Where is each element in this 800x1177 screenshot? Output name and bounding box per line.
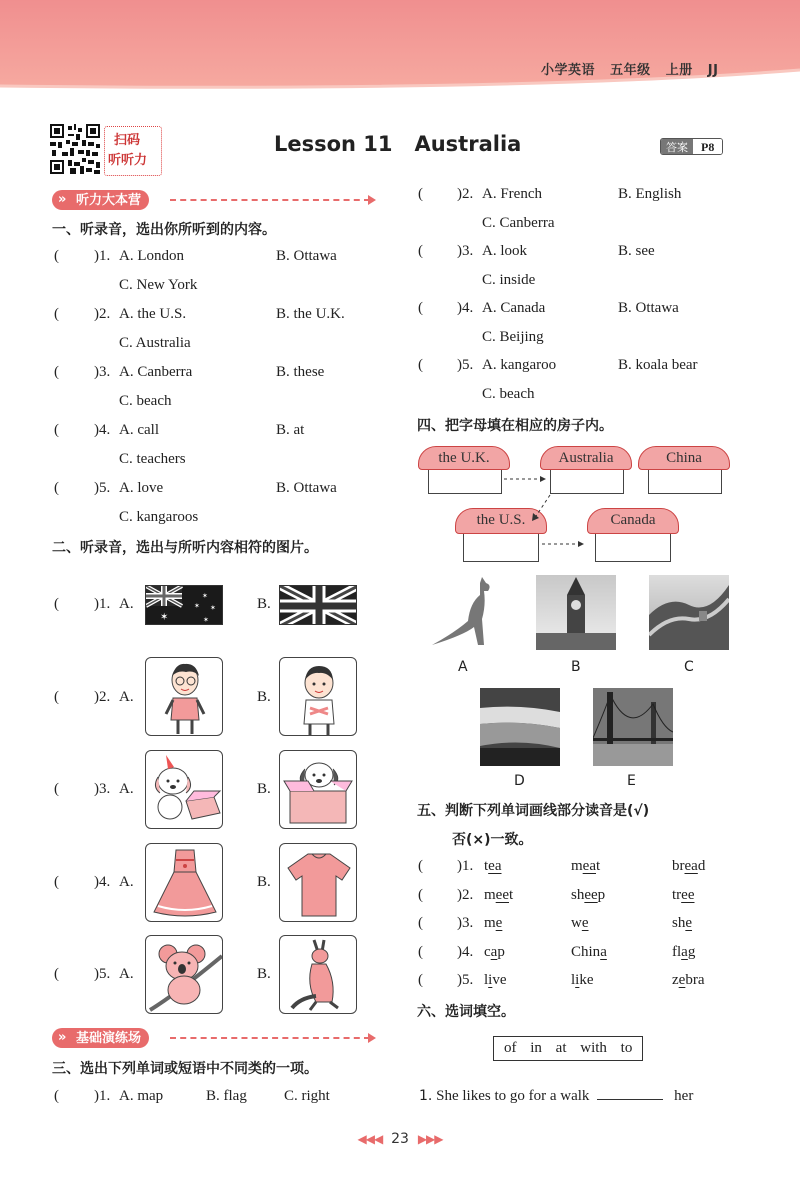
word-suffix: d bbox=[697, 858, 706, 874]
word-underlined-part: ee bbox=[681, 887, 695, 903]
question-number: )3. bbox=[94, 364, 111, 380]
word-suffix: t bbox=[509, 887, 514, 903]
word-underlined-part: ee bbox=[584, 887, 598, 903]
option-c[interactable]: C. Beijing bbox=[482, 329, 544, 345]
word-prefix: m bbox=[484, 887, 496, 903]
dog-beside-box-picture[interactable] bbox=[145, 750, 223, 829]
photo-d-niagara-falls[interactable] bbox=[480, 688, 560, 766]
option-a-label[interactable]: A. bbox=[119, 874, 134, 890]
header-band bbox=[0, 0, 800, 95]
question-number: )4. bbox=[94, 422, 111, 438]
answer-paren[interactable]: ( bbox=[54, 306, 59, 322]
answer-paren[interactable]: ( bbox=[418, 357, 423, 373]
photo-c-great-wall[interactable] bbox=[649, 575, 729, 650]
underlined-word bbox=[672, 887, 695, 904]
word-underlined-part: a bbox=[681, 944, 688, 960]
svg-text:✶: ✶ bbox=[202, 592, 208, 600]
double-chevron-icon: » bbox=[58, 192, 67, 207]
word-suffix: ke bbox=[579, 972, 594, 988]
option-c[interactable]: C. beach bbox=[119, 393, 172, 409]
question-number: )1. bbox=[94, 1088, 111, 1104]
word-prefix: Chin bbox=[571, 944, 601, 960]
question-number: )4. bbox=[457, 300, 474, 316]
answer-paren[interactable]: ( bbox=[418, 243, 423, 259]
question-number: )5. bbox=[457, 357, 474, 373]
answer-badge-label: 答案 bbox=[661, 139, 693, 154]
header-volume: 上册 bbox=[665, 63, 693, 78]
question-tail: her bbox=[674, 1088, 694, 1104]
page-number: 23 bbox=[391, 1131, 409, 1147]
lesson-number: Lesson 11 bbox=[274, 132, 393, 156]
question-number: 1. bbox=[419, 1088, 433, 1104]
house-canada-label: Canada bbox=[587, 508, 679, 534]
option-b[interactable]: B. see bbox=[618, 243, 655, 259]
part1-heading: 一、听录音，选出你所听到的内容。 bbox=[52, 222, 276, 238]
kangaroo-picture[interactable] bbox=[279, 935, 357, 1014]
dog-beside-box-icon bbox=[146, 751, 223, 829]
section-divider-dash bbox=[170, 1037, 370, 1039]
kangaroo-icon bbox=[280, 936, 357, 1014]
qr-caption-line2: 听听力 bbox=[108, 153, 148, 168]
option-b[interactable]: B. English bbox=[618, 186, 682, 202]
word-prefix: m bbox=[484, 915, 496, 931]
option-c[interactable]: C. New York bbox=[119, 277, 198, 293]
option-b[interactable]: B. flag bbox=[206, 1088, 247, 1104]
word-underlined-part: i bbox=[488, 972, 493, 988]
girl-picture[interactable] bbox=[145, 657, 223, 736]
next-page-arrows-icon: ▶▶▶ bbox=[417, 1132, 443, 1146]
svg-text:✶: ✶ bbox=[194, 602, 200, 610]
answer-blank-input[interactable] bbox=[597, 1086, 663, 1100]
australia-flag-icon bbox=[146, 586, 223, 625]
koala-picture[interactable] bbox=[145, 935, 223, 1014]
word-underlined-part: ea bbox=[684, 858, 698, 874]
answer-paren[interactable]: ( bbox=[54, 596, 59, 612]
question-number: )3. bbox=[457, 243, 474, 259]
house-connector-arrows bbox=[400, 440, 780, 570]
qr-code-icon[interactable] bbox=[50, 124, 100, 174]
question-number: )3. bbox=[457, 915, 474, 931]
photo-b-label: B bbox=[571, 659, 581, 675]
option-a[interactable]: A. call bbox=[119, 422, 159, 438]
option-a[interactable]: A. the U.S. bbox=[119, 306, 187, 322]
underlined-word bbox=[672, 944, 695, 961]
underlined-word bbox=[484, 944, 505, 961]
word-prefix: sh bbox=[571, 887, 585, 903]
lesson-name: Australia bbox=[414, 132, 522, 156]
option-b[interactable]: B. the U.K. bbox=[276, 306, 345, 322]
photo-a-kangaroo[interactable] bbox=[424, 575, 504, 650]
question-number: )4. bbox=[457, 944, 474, 960]
great-wall-icon bbox=[649, 575, 729, 650]
option-c[interactable]: C. inside bbox=[482, 272, 536, 288]
answer-paren[interactable]: ( bbox=[54, 689, 59, 705]
word-prefix: t bbox=[484, 858, 489, 874]
answer-paren[interactable]: ( bbox=[54, 480, 59, 496]
underlined-word bbox=[672, 915, 692, 932]
option-a[interactable]: A. look bbox=[482, 243, 527, 259]
option-a[interactable]: A. kangaroo bbox=[482, 357, 557, 373]
photo-b-big-ben[interactable] bbox=[536, 575, 616, 650]
part5-heading-line1: 五、判断下列单词画线部分读音是(√) bbox=[417, 803, 650, 819]
word-prefix: l bbox=[571, 972, 576, 988]
house-australia-label: Australia bbox=[540, 446, 632, 470]
option-c[interactable]: C. Australia bbox=[119, 335, 191, 351]
house-us-label: the U.S. bbox=[455, 508, 547, 534]
option-a-label[interactable]: A. bbox=[119, 689, 134, 705]
header-info bbox=[541, 59, 718, 78]
dog-in-box-picture[interactable] bbox=[279, 750, 357, 829]
answer-badge-page: P8 bbox=[693, 139, 722, 154]
underlined-word bbox=[672, 972, 705, 989]
page-title bbox=[274, 132, 521, 156]
option-a-label[interactable]: A. bbox=[119, 596, 134, 612]
uk-flag-icon bbox=[280, 586, 357, 625]
word-prefix: fl bbox=[672, 944, 682, 960]
uk-flag-picture[interactable] bbox=[279, 585, 357, 625]
word-prefix: w bbox=[571, 915, 582, 931]
option-a-label[interactable]: A. bbox=[119, 781, 134, 797]
waterfall-icon bbox=[480, 688, 560, 766]
answer-paren[interactable]: ( bbox=[54, 874, 59, 890]
option-a[interactable]: A. London bbox=[119, 248, 184, 264]
option-b[interactable]: B. Ottawa bbox=[618, 300, 679, 316]
dress-picture[interactable] bbox=[145, 843, 223, 922]
option-b-label[interactable]: B. bbox=[257, 689, 271, 705]
photo-e-label: E bbox=[627, 773, 636, 789]
answer-paren[interactable]: ( bbox=[54, 781, 59, 797]
option-a-label[interactable]: A. bbox=[119, 966, 134, 982]
part2-heading: 二、听录音，选出与所听内容相符的图片。 bbox=[52, 540, 318, 556]
question-number: )4. bbox=[94, 874, 111, 890]
answer-paren[interactable]: ( bbox=[418, 972, 423, 988]
word-underlined-part: ea bbox=[488, 858, 502, 874]
question-number: )5. bbox=[94, 480, 111, 496]
answer-paren[interactable]: ( bbox=[418, 300, 423, 316]
option-c[interactable]: C. Canberra bbox=[482, 215, 555, 231]
underlined-word bbox=[571, 858, 600, 875]
option-b-label[interactable]: B. bbox=[257, 781, 271, 797]
word-prefix: c bbox=[484, 944, 491, 960]
divider-arrow-icon bbox=[368, 195, 376, 205]
underlined-word bbox=[484, 915, 502, 932]
part4-heading: 四、把字母填在相应的房子内。 bbox=[417, 418, 613, 434]
question-number: )1. bbox=[94, 248, 111, 264]
word-underlined-part: a bbox=[490, 944, 498, 960]
divider-arrow-icon bbox=[368, 1033, 376, 1043]
word-underlined-part: a bbox=[600, 944, 607, 960]
header-grade: 五年级 bbox=[610, 63, 651, 78]
word-suffix: p bbox=[597, 887, 606, 903]
word-underlined-part: e bbox=[495, 915, 503, 931]
word-suffix: p bbox=[497, 944, 505, 960]
section-divider-dash bbox=[170, 199, 370, 201]
house-china-label: China bbox=[638, 446, 730, 470]
underlined-word bbox=[571, 944, 607, 961]
question-number: )5. bbox=[94, 966, 111, 982]
question-number: )2. bbox=[94, 306, 111, 322]
boy-icon bbox=[280, 658, 357, 736]
question-number: )1. bbox=[94, 596, 111, 612]
photo-c-label: C bbox=[684, 659, 694, 675]
answer-paren[interactable]: ( bbox=[418, 186, 423, 202]
answer-paren[interactable]: ( bbox=[54, 364, 59, 380]
option-c[interactable]: C. teachers bbox=[119, 451, 186, 467]
option-b[interactable]: B. Ottawa bbox=[276, 248, 337, 264]
photo-d-label: D bbox=[514, 773, 525, 789]
header-edition: JJ bbox=[707, 63, 719, 78]
word-bank-box: of in at with to bbox=[493, 1036, 643, 1061]
option-b-label[interactable]: B. bbox=[257, 596, 271, 612]
word-suffix: g bbox=[687, 944, 696, 960]
answer-paren[interactable]: ( bbox=[54, 248, 59, 264]
option-a[interactable]: A. map bbox=[119, 1088, 164, 1104]
underlined-word bbox=[571, 915, 589, 932]
underlined-word bbox=[571, 972, 594, 989]
question-number: )5. bbox=[457, 972, 474, 988]
option-a[interactable]: A. French bbox=[482, 186, 542, 202]
answer-paren[interactable]: ( bbox=[418, 944, 423, 960]
option-a[interactable]: A. Canada bbox=[482, 300, 546, 316]
word-suffix: bra bbox=[685, 972, 705, 988]
word-prefix: br bbox=[672, 858, 685, 874]
t-shirt-icon bbox=[280, 844, 357, 922]
option-c[interactable]: C. kangaroos bbox=[119, 509, 199, 525]
section-basic-practice: » 基础演练场 bbox=[52, 1028, 149, 1048]
answer-paren[interactable]: ( bbox=[418, 915, 423, 931]
option-c[interactable]: C. beach bbox=[482, 386, 535, 402]
answer-paren[interactable]: ( bbox=[418, 858, 423, 874]
question-number: )2. bbox=[457, 186, 474, 202]
underlined-word bbox=[484, 887, 513, 904]
underlined-word bbox=[571, 887, 605, 904]
part5-heading-line2: 否(×)一致。 bbox=[452, 832, 533, 848]
word-underlined-part: i bbox=[575, 972, 580, 988]
part3-heading: 三、选出下列单词或短语中不同类的一项。 bbox=[52, 1061, 318, 1077]
word-prefix: z bbox=[672, 972, 679, 988]
word-prefix: sh bbox=[672, 915, 686, 931]
koala-icon bbox=[146, 936, 223, 1014]
option-b[interactable]: B. Ottawa bbox=[276, 480, 337, 496]
dress-icon bbox=[146, 844, 223, 922]
word-underlined-part: ee bbox=[495, 887, 509, 903]
page-footer bbox=[333, 1131, 467, 1147]
svg-text:✶: ✶ bbox=[203, 616, 209, 624]
answer-paren[interactable]: ( bbox=[54, 966, 59, 982]
australia-flag-picture[interactable] bbox=[145, 585, 223, 625]
word-prefix: l bbox=[484, 972, 489, 988]
question-number: )1. bbox=[457, 858, 474, 874]
dog-in-box-icon bbox=[280, 751, 357, 829]
word-suffix: t bbox=[596, 858, 601, 874]
part6-heading: 六、选词填空。 bbox=[417, 1004, 515, 1020]
kangaroo-silhouette-icon bbox=[424, 575, 504, 650]
girl-with-glasses-icon bbox=[146, 658, 223, 736]
svg-text:✶: ✶ bbox=[210, 604, 216, 612]
answer-badge[interactable] bbox=[660, 138, 723, 155]
photo-e-golden-gate-bridge[interactable] bbox=[593, 688, 673, 766]
option-b[interactable]: B. koala bear bbox=[618, 357, 698, 373]
question-number: )2. bbox=[94, 689, 111, 705]
option-c[interactable]: C. right bbox=[284, 1088, 330, 1104]
word-underlined-part: e bbox=[685, 915, 693, 931]
question-number: )2. bbox=[457, 887, 474, 903]
answer-paren[interactable]: ( bbox=[54, 422, 59, 438]
option-a[interactable]: A. love bbox=[119, 480, 164, 496]
word-suffix: ve bbox=[492, 972, 507, 988]
header-subject: 小学英语 bbox=[541, 63, 596, 78]
underlined-word bbox=[484, 972, 507, 989]
option-b-label[interactable]: B. bbox=[257, 874, 271, 890]
answer-paren[interactable]: ( bbox=[54, 1088, 59, 1104]
prev-page-arrows-icon: ◀◀◀ bbox=[357, 1132, 383, 1146]
option-a[interactable]: A. Canberra bbox=[119, 364, 193, 380]
bridge-icon bbox=[593, 688, 673, 766]
svg-text:✶: ✶ bbox=[160, 612, 169, 623]
option-b-label[interactable]: B. bbox=[257, 966, 271, 982]
double-chevron-icon: » bbox=[58, 1030, 67, 1045]
question-number: )3. bbox=[94, 781, 111, 797]
question-text: She likes to go for a walk bbox=[436, 1088, 590, 1104]
word-underlined-part: e bbox=[581, 915, 589, 931]
option-b[interactable]: B. at bbox=[276, 422, 305, 438]
qr-caption-line1: 扫码 bbox=[114, 133, 141, 148]
word-underlined-part: e bbox=[678, 972, 686, 988]
section-listening-camp: » 听力大本营 bbox=[52, 190, 149, 210]
underlined-word bbox=[672, 858, 705, 875]
option-b[interactable]: B. these bbox=[276, 364, 325, 380]
word-underlined-part: ea bbox=[582, 858, 596, 874]
big-ben-icon bbox=[536, 575, 616, 650]
part6-question-1 bbox=[419, 1086, 693, 1105]
word-prefix: m bbox=[571, 858, 583, 874]
photo-a-label: A bbox=[458, 659, 468, 675]
boy-picture[interactable] bbox=[279, 657, 357, 736]
t-shirt-picture[interactable] bbox=[279, 843, 357, 922]
word-prefix: tr bbox=[672, 887, 682, 903]
answer-paren[interactable]: ( bbox=[418, 887, 423, 903]
house-uk-label: the U.K. bbox=[418, 446, 510, 470]
underlined-word bbox=[484, 858, 502, 875]
